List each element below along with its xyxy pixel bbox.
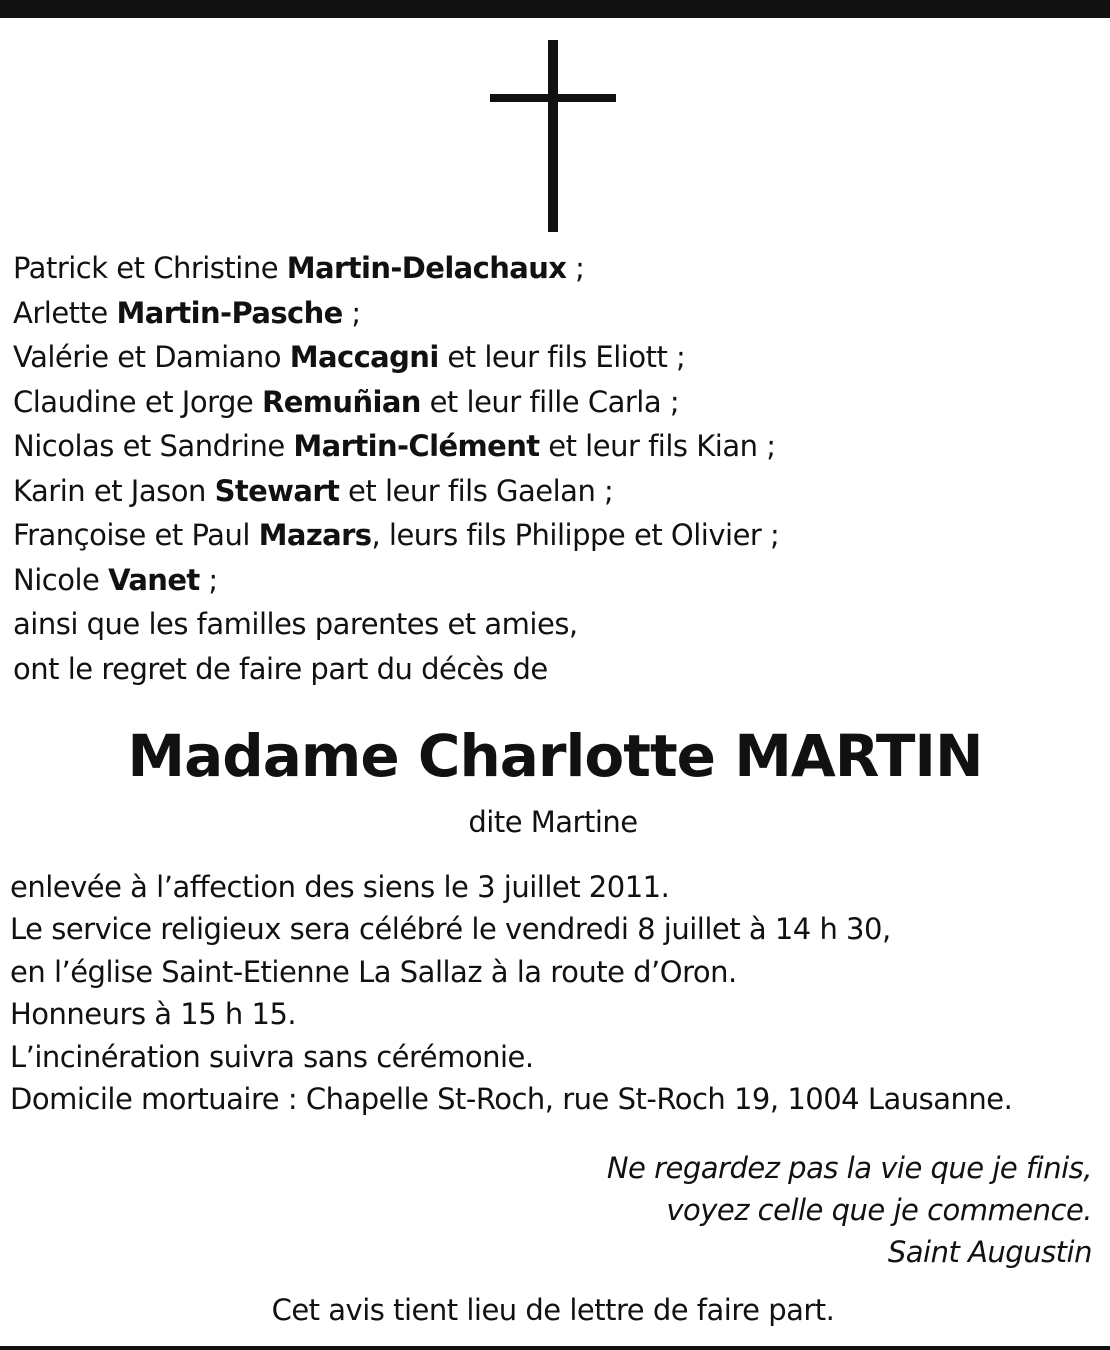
mourner-line: Karin et Jason Stewart et leur fils Gaelan ; [13,473,614,508]
family-name: Mazars [258,518,372,552]
intro-line: ont le regret de faire part du décès de [13,651,548,686]
family-name: Martin-Clément [293,429,540,463]
quote-line: Ne regardez pas la vie que je finis, [606,1151,1092,1185]
family-name: Maccagni [289,340,439,374]
mourners-list [13,246,1093,691]
detail-line: en l’église Saint-Etienne La Sallaz à la route d’Oron. [10,954,737,989]
mourner-line: Arlette Martin-Pasche ; [13,295,361,330]
quote-line: voyez celle que je commence. [666,1193,1092,1227]
family-name: Remuñian [261,384,421,419]
mourner-line: Nicole Vanet ; [13,562,218,597]
mourner-line: Françoise et Paul Mazars, leurs fils Philippe et Olivier ; [13,518,780,552]
family-name: Vanet [108,562,200,597]
intro-line: ainsi que les familles parentes et amies, [13,607,578,641]
cross-horizontal-bar [490,94,616,102]
service-details [10,866,1100,1120]
family-name: Stewart [214,473,340,508]
detail-line: Le service religieux sera célébré le vendredi 8 juillet à 14 h 30, [10,912,891,947]
deceased-name: Madame Charlotte MARTIN [127,722,983,790]
detail-line: enlevée à l’affection des siens le 3 juillet 2011. [10,870,670,904]
closing-note: Cet avis tient lieu de lettre de faire part. [271,1293,835,1327]
quote-author: Saint Augustin [887,1235,1092,1269]
quote [392,1147,1092,1273]
family-name: Martin-Pasche [116,295,343,330]
detail-line: Domicile mortuaire : Chapelle St-Roch, rue St-Roch 19, 1004 Lausanne. [10,1081,1013,1116]
mourner-line: Nicolas et Sandrine Martin-Clément et leur fils Kian ; [13,429,776,463]
mourner-line: Claudine et Jorge Remuñian et leur fille Carla ; [13,384,680,419]
detail-line: L’incinération suivra sans cérémonie. [10,1039,534,1074]
cross-icon [490,40,616,232]
detail-line: Honneurs à 15 h 15. [10,997,297,1032]
mourner-line: Patrick et Christine Martin-Delachaux ; [13,251,585,285]
mourner-line: Valérie et Damiano Maccagni et leur fils Eliott ; [13,340,686,374]
deceased-nickname: dite Martine [468,805,638,839]
top-border [0,0,1110,18]
cross-vertical-bar [548,40,558,232]
family-name: Martin-Delachaux [286,251,567,285]
bottom-border [0,1346,1110,1350]
